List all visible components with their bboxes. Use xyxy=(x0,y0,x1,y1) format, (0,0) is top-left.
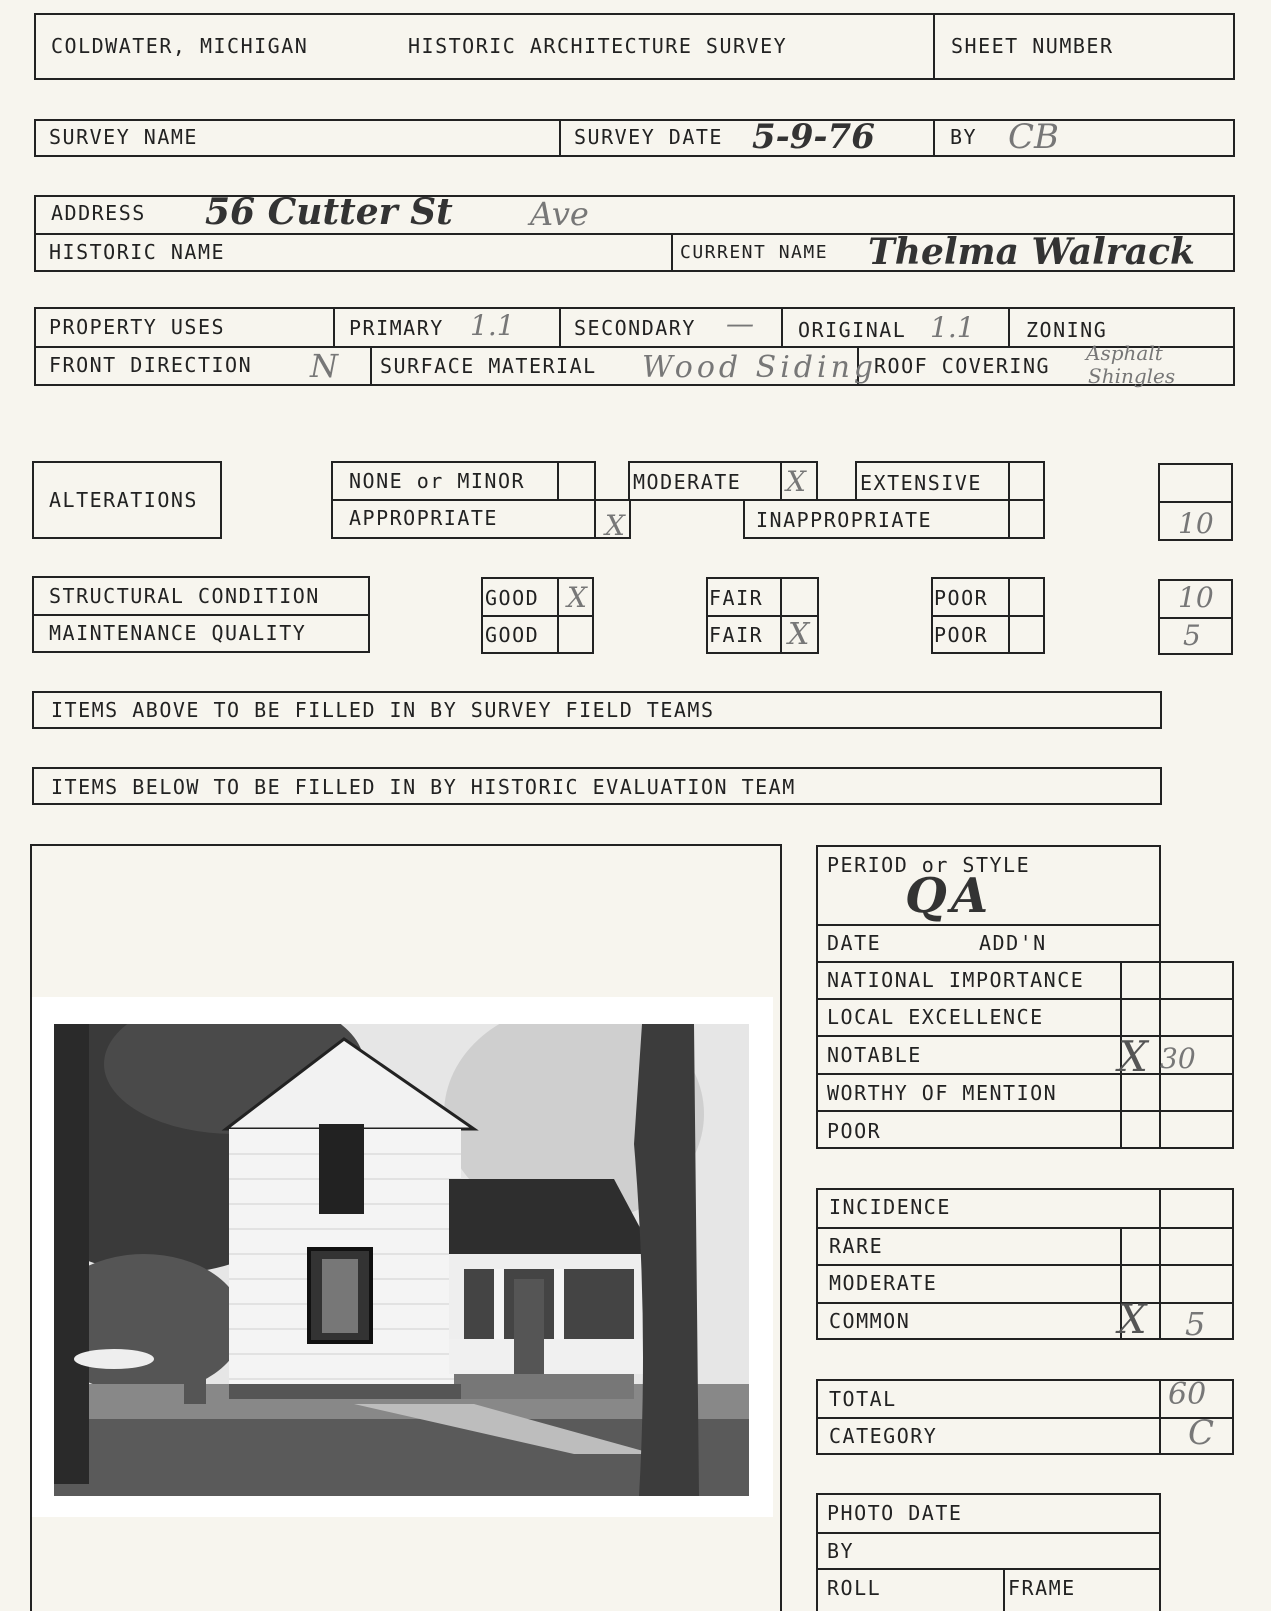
structural-poor-label: POOR xyxy=(934,586,989,610)
appropriate-mark[interactable]: X xyxy=(605,509,625,542)
date-label: DATE xyxy=(827,931,882,955)
historic-name-label: HISTORIC NAME xyxy=(49,240,226,264)
address-label: ADDRESS xyxy=(51,201,146,225)
none-minor-label: NONE or MINOR xyxy=(349,469,526,493)
frame-label: FRAME xyxy=(1008,1576,1076,1600)
appropriate-label: APPROPRIATE xyxy=(349,506,498,530)
alterations-label: ALTERATIONS xyxy=(49,488,198,512)
survey-divider-1 xyxy=(559,119,561,157)
incidence-row-1 xyxy=(816,1227,1234,1229)
structural-fair-label: FAIR xyxy=(709,586,764,610)
structural-score[interactable]: 10 xyxy=(1178,581,1214,614)
pd-3 xyxy=(781,307,783,346)
moderate-checkcell xyxy=(780,461,782,501)
roof-covering-label: ROOF COVERING xyxy=(874,354,1051,378)
period-value[interactable]: QA xyxy=(905,868,993,924)
pd-4 xyxy=(1008,307,1010,346)
alterations-score-divider xyxy=(1158,501,1233,503)
totals-divider xyxy=(816,1417,1234,1419)
good-checkcol xyxy=(557,577,559,654)
zoning-label: ZONING xyxy=(1026,318,1108,342)
surface-material-label: SURFACE MATERIAL xyxy=(380,354,597,378)
survey-name-label: SURVEY NAME xyxy=(49,125,198,149)
importance-row-1 xyxy=(816,998,1234,1000)
items-above-text: ITEMS ABOVE TO BE FILLED IN BY SURVEY FIELD TEAMS xyxy=(51,698,715,722)
roll-label: ROLL xyxy=(827,1576,882,1600)
survey-row-right xyxy=(1233,119,1235,157)
structural-good-mark[interactable]: X xyxy=(567,581,587,614)
poor-label: POOR xyxy=(827,1119,882,1143)
property-uses-label: PROPERTY USES xyxy=(49,315,226,339)
original-value[interactable]: 1.1 xyxy=(930,311,975,344)
national-importance-label: NATIONAL IMPORTANCE xyxy=(827,968,1085,992)
period-label: PERIOD or STYLE xyxy=(827,853,1031,877)
common-label: COMMON xyxy=(829,1309,911,1333)
maintenance-score[interactable]: 5 xyxy=(1183,619,1201,652)
condition-divider xyxy=(32,614,370,616)
total-value[interactable]: 60 xyxy=(1168,1377,1207,1412)
rare-label: RARE xyxy=(829,1234,884,1258)
house-photo xyxy=(32,997,773,1517)
survey-by-label: BY xyxy=(950,125,978,149)
pd-5 xyxy=(370,346,372,386)
pd-1 xyxy=(333,307,335,346)
current-name-divider xyxy=(671,233,673,272)
maintenance-quality-label: MAINTENANCE QUALITY xyxy=(49,621,307,645)
alterations-score[interactable]: 10 xyxy=(1178,507,1214,540)
maintenance-fair-label: FAIR xyxy=(709,623,764,647)
original-label: ORIGINAL xyxy=(798,318,907,342)
current-name-value[interactable]: Thelma Walrack xyxy=(868,231,1195,273)
pd-2 xyxy=(559,307,561,346)
incidence-row-3 xyxy=(816,1302,1234,1304)
photo-info-row-1 xyxy=(816,1532,1161,1534)
addn-label: ADD'N xyxy=(979,931,1047,955)
survey-title: HISTORIC ARCHITECTURE SURVEY xyxy=(408,34,788,58)
roof-covering-value-2[interactable]: Shingles xyxy=(1088,364,1176,388)
notable-label: NOTABLE xyxy=(827,1043,922,1067)
surface-material-value[interactable]: Wood Siding xyxy=(642,350,878,385)
front-direction-value[interactable]: N xyxy=(310,347,338,385)
importance-row-4 xyxy=(816,1110,1234,1112)
inappropriate-label: INAPPROPRIATE xyxy=(756,508,933,532)
moderate-mark[interactable]: X xyxy=(786,465,806,498)
city-label: COLDWATER, MICHIGAN xyxy=(51,34,309,58)
front-direction-label: FRONT DIRECTION xyxy=(49,353,253,377)
address-correction: Ave xyxy=(530,195,589,233)
survey-by-value[interactable]: CB xyxy=(1008,117,1059,157)
common-score[interactable]: 5 xyxy=(1185,1305,1206,1343)
current-name-label: CURRENT NAME xyxy=(680,242,829,263)
photo-by-label: BY xyxy=(827,1539,855,1563)
maintenance-fair-mark[interactable]: X xyxy=(788,617,810,652)
photo-date-label: PHOTO DATE xyxy=(827,1501,963,1525)
maintenance-good-label: GOOD xyxy=(485,623,540,647)
incidence-label: INCIDENCE xyxy=(829,1195,951,1219)
importance-row-2 xyxy=(816,1035,1234,1037)
primary-value[interactable]: 1.1 xyxy=(470,309,515,342)
common-mark[interactable]: X xyxy=(1118,1297,1147,1343)
roof-covering-value-1[interactable]: Asphalt xyxy=(1086,341,1163,365)
extensive-label: EXTENSIVE xyxy=(860,471,982,495)
appropriate-checkcell xyxy=(594,499,596,539)
house-photo-image xyxy=(54,1024,749,1496)
sheet-number-label: SHEET NUMBER xyxy=(951,34,1114,58)
roll-frame-divider xyxy=(1003,1568,1005,1611)
worthy-label: WORTHY OF MENTION xyxy=(827,1081,1058,1105)
notable-score[interactable]: 30 xyxy=(1160,1042,1196,1075)
incidence-row-2 xyxy=(816,1264,1234,1266)
survey-date-label: SURVEY DATE xyxy=(574,125,723,149)
good-divider xyxy=(481,615,594,617)
poor-checkcol xyxy=(1008,577,1010,654)
address-right xyxy=(1233,195,1235,272)
address-value[interactable]: 56 Cutter St xyxy=(205,191,453,233)
poor-divider xyxy=(931,615,1045,617)
survey-divider-2 xyxy=(933,119,935,157)
secondary-value[interactable]: — xyxy=(726,307,754,340)
property-right xyxy=(1233,307,1235,386)
fair-checkcol xyxy=(780,577,782,654)
category-value[interactable]: C xyxy=(1188,1413,1215,1453)
items-below-text: ITEMS BELOW TO BE FILLED IN BY HISTORIC EVALUATION TEAM xyxy=(51,775,796,799)
secondary-label: SECONDARY xyxy=(574,316,696,340)
moderate-incidence-label: MODERATE xyxy=(829,1271,938,1295)
photo-info-row-2 xyxy=(816,1568,1161,1570)
structural-condition-label: STRUCTURAL CONDITION xyxy=(49,584,320,608)
header-divider xyxy=(933,13,935,80)
local-excellence-label: LOCAL EXCELLENCE xyxy=(827,1005,1044,1029)
structural-good-label: GOOD xyxy=(485,586,540,610)
none-minor-checkcell xyxy=(557,461,559,501)
total-label: TOTAL xyxy=(829,1387,897,1411)
maintenance-poor-label: POOR xyxy=(934,623,989,647)
category-label: CATEGORY xyxy=(829,1424,938,1448)
notable-mark[interactable]: X xyxy=(1118,1032,1148,1081)
survey-date-value[interactable]: 5-9-76 xyxy=(752,117,875,157)
property-divider xyxy=(34,346,1235,348)
period-divider xyxy=(816,924,1161,926)
moderate-label: MODERATE xyxy=(633,470,742,494)
primary-label: PRIMARY xyxy=(349,316,444,340)
